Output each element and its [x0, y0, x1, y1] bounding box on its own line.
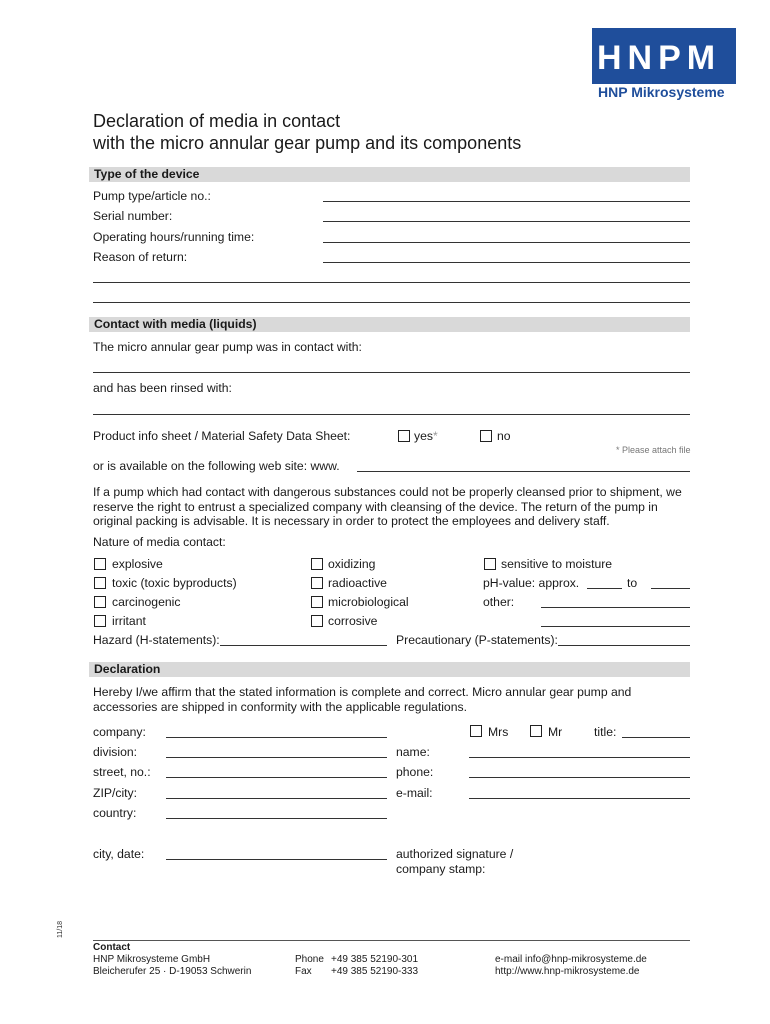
contact-with-label: The micro annular gear pump was in contact with: [93, 340, 362, 354]
serial-field[interactable] [323, 221, 690, 222]
ph-to-field[interactable] [651, 588, 690, 589]
toxic-checkbox[interactable] [94, 577, 106, 589]
footer-email-link[interactable]: e-mail info@hnp-mikrosysteme.de [495, 954, 647, 965]
oxidizing-label: oxidizing [328, 557, 376, 571]
oxidizing-checkbox[interactable] [311, 558, 323, 570]
corrosive-label: corrosive [328, 614, 378, 628]
yes-star: * [432, 429, 438, 443]
no-checkbox[interactable] [480, 430, 492, 442]
logo-letters: HNPM [597, 39, 722, 77]
moisture-checkbox[interactable] [484, 558, 496, 570]
reason-field-2[interactable] [93, 282, 690, 283]
hours-field[interactable] [323, 242, 690, 243]
reason-field[interactable] [323, 262, 690, 263]
section-header-device: Type of the device [89, 167, 690, 182]
country-field[interactable] [166, 818, 387, 819]
website-field[interactable] [357, 471, 690, 472]
street-label: street, no.: [93, 765, 151, 779]
other-label: other: [483, 595, 515, 609]
other-field-2[interactable] [541, 626, 690, 627]
irritant-checkbox[interactable] [94, 615, 106, 627]
street-field[interactable] [166, 777, 387, 778]
pump-type-field[interactable] [323, 201, 690, 202]
toxic-label: toxic (toxic byproducts) [112, 576, 237, 590]
footer-phone: +49 385 52190-301 [331, 954, 419, 965]
explosive-checkbox[interactable] [94, 558, 106, 570]
hazard-label: Hazard (H-statements): [93, 633, 220, 647]
ph-from-field[interactable] [587, 588, 622, 589]
title-label: title: [594, 725, 617, 739]
ph-to-label: to [627, 576, 638, 590]
division-label: division: [93, 745, 138, 759]
pump-type-label: Pump type/article no.: [93, 189, 211, 203]
explosive-label: explosive [112, 557, 163, 571]
corrosive-checkbox[interactable] [311, 615, 323, 627]
yes-label [414, 429, 438, 443]
please-attach-note: * Please attach file [616, 445, 691, 455]
warning-text: If a pump which had contact with dangerous substances could not be properly cleansed prior to shipment, we reserve the right to entrust a specialized company with cleansing of the device. The return of the pump in original packing is advisable. It is necessary in order to protect the employees and delivery staff. [93, 485, 682, 528]
hours-label: Operating hours/running time: [93, 230, 255, 244]
division-field[interactable] [166, 757, 387, 758]
email-field[interactable] [469, 798, 690, 799]
city-date-field[interactable] [166, 859, 387, 860]
footer-web-link[interactable]: http://www.hnp-mikrosysteme.de [495, 966, 640, 977]
reason-field-3[interactable] [93, 302, 690, 303]
company-field[interactable] [166, 737, 387, 738]
section-header-declaration: Declaration [89, 662, 690, 677]
version-number: 11/18 [57, 921, 64, 938]
email-label: e-mail: [396, 786, 433, 800]
no-label: no [497, 429, 511, 443]
mrs-label: Mrs [488, 725, 509, 739]
zip-field[interactable] [166, 798, 387, 799]
mr-label: Mr [548, 725, 563, 739]
logo-subtitle: HNP Mikrosysteme [598, 84, 725, 100]
footer-fax: +49 385 52190-333 [331, 966, 419, 977]
phone-label: phone: [396, 765, 434, 779]
contact-with-field[interactable] [93, 372, 690, 373]
radioactive-checkbox[interactable] [311, 577, 323, 589]
carcinogenic-label: carcinogenic [112, 595, 181, 609]
microbiological-checkbox[interactable] [311, 596, 323, 608]
info-sheet-label: Product info sheet / Material Safety Data Sheet: [93, 429, 351, 443]
radioactive-label: radioactive [328, 576, 387, 590]
footer-fax-label: Fax [295, 966, 312, 977]
microbiological-label: microbiological [328, 595, 409, 609]
footer-phone-label: Phone [295, 954, 324, 965]
carcinogenic-checkbox[interactable] [94, 596, 106, 608]
footer-divider [93, 940, 690, 941]
name-field[interactable] [469, 757, 690, 758]
page-title-line1: Declaration of media in contact [93, 111, 341, 131]
reason-label: Reason of return: [93, 250, 188, 264]
phone-field[interactable] [469, 777, 690, 778]
moisture-label: sensitive to moisture [501, 557, 613, 571]
irritant-label: irritant [112, 614, 146, 628]
signature-label-line1: authorized signature / [396, 847, 514, 861]
footer-company: HNP Mikrosysteme GmbH [93, 954, 211, 965]
zip-label: ZIP/city: [93, 786, 138, 800]
city-date-label: city, date: [93, 847, 145, 861]
mr-checkbox[interactable] [530, 725, 542, 737]
rinsed-with-label: and has been rinsed with: [93, 381, 232, 395]
serial-label: Serial number: [93, 209, 173, 223]
ph-value-label: pH-value: approx. [483, 576, 580, 590]
website-label: or is available on the following web site: www. [93, 459, 340, 473]
precautionary-field[interactable] [558, 645, 690, 646]
company-label: company: [93, 725, 146, 739]
footer-address: Bleicherufer 25 · D-19053 Schwerin [93, 966, 252, 977]
title-field[interactable] [622, 737, 690, 738]
yes-text: yes [414, 429, 433, 443]
country-label: country: [93, 806, 137, 820]
yes-checkbox[interactable] [398, 430, 410, 442]
declaration-text: Hereby I/we affirm that the stated information is complete and correct. Micro annular gear pump and accessories are shipped in conformity with the applicable regulations. [93, 685, 632, 714]
precautionary-label: Precautionary (P-statements): [396, 633, 558, 647]
other-field[interactable] [541, 607, 690, 608]
nature-label: Nature of media contact: [93, 535, 226, 549]
rinsed-with-field[interactable] [93, 414, 690, 415]
name-label: name: [396, 745, 430, 759]
page-title-line2: with the micro annular gear pump and its components [93, 133, 522, 153]
hazard-field[interactable] [220, 645, 387, 646]
footer-heading: Contact [93, 942, 131, 953]
section-header-media: Contact with media (liquids) [89, 317, 690, 332]
signature-label-line2: company stamp: [396, 862, 486, 876]
mrs-checkbox[interactable] [470, 725, 482, 737]
